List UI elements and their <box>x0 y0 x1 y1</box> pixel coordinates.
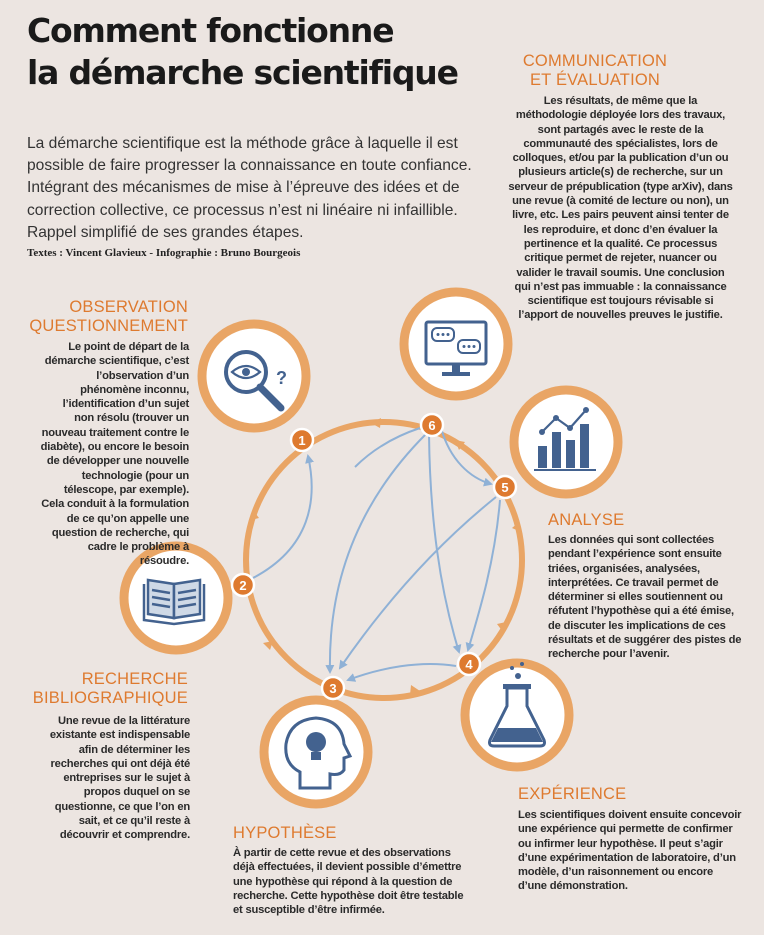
title-line-1: Comment fonctionne <box>27 11 394 50</box>
hypothese-body: À partir de cette revue et des observations déjà effectuées, il devient possible d’émettre une hypothèse qui répond à la question de recherche. Cette hypothèse doit être testable et susceptible d’être infirmée. <box>233 847 464 917</box>
communication-heading-line1: COMMUNICATION <box>522 52 668 70</box>
icon-experience <box>465 662 569 767</box>
step-marker-2 <box>232 574 254 596</box>
feedback-arrows <box>253 428 500 680</box>
svg-text:1: 1 <box>298 433 306 448</box>
title-line-2: la démarche scientifique <box>27 53 458 92</box>
svg-text:5: 5 <box>501 480 509 495</box>
intro-paragraph: La démarche scientifique est la méthode grâce à laquelle il est possible de faire progresser la connaissance en toute confiance. Intégrant des mécanismes de mise à l’épreuve des idées et de correction collective, ce processus n’est ni linéaire ni infaillible. Rappel simplifié de ses grandes étapes. <box>27 135 472 241</box>
observation-heading <box>20 298 188 336</box>
observation-body: Le point de départ de la démarche scientifique, c’est l’observation d’un phénomène inconnu, l’identification d’un sujet non résolu (trouver un nouveau traitement contre le diabète), ou encore le besoin de développer une nouvelle technologie (pour un télescope, par exemple). Cela conduit à la formulation de ce qu’on appelle une question de recherche, qui cadre le problème à résoudre. <box>40 341 189 568</box>
step-marker-4 <box>458 653 480 675</box>
svg-text:3: 3 <box>329 681 337 696</box>
analyse-body: Les données qui sont collectées pendant l’expérience sont ensuite triées, organisées, analysées, interprétées. Ce travail permet de déterminer si elles soutiennent ou réfutent l’hypothèse qui a été émise, de discuter les implications de ces résultats et de suggérer des pistes de recherche pour l’avenir. <box>548 534 742 661</box>
hypothese-heading: HYPOTHÈSE <box>233 824 337 842</box>
experience-body: Les scientifiques doivent ensuite concevoir une expérience qui permette de confirmer ou infirmer leur hypothèse. Il peut s’agir d’une expérimentation de laboratoire, d’un modèle, d’un raisonnement ou encore d’une démonstration. <box>518 809 742 893</box>
recherche-heading <box>20 670 188 708</box>
communication-body: Les résultats, de même que la méthodologie déployée lors des travaux, sont partagés avec le reste de la communauté des spécialistes, lors de colloques, et/ou par la publication d’un ou plusieurs article(s) de recherche, sur un serveur de prépublication (type arXiv), dans une revue (à comité de lecture ou non), un livre, etc. Les pairs peuvent ainsi tenter de les reproduire, et donc d’en évaluer la pertinence et la qualité. Ce processus critique permet de rejeter, nuancer ou valider le travail soumis. Une conclusion qui n’est pas immuable : la connaissance scientifique est toujours révisable si l’apport de nouvelles preuves le justifie. <box>508 95 733 322</box>
svg-text:2: 2 <box>239 578 247 593</box>
icon-hypothese <box>264 700 368 804</box>
icon-analyse <box>514 390 618 494</box>
recherche-heading-line1: RECHERCHE <box>81 670 188 688</box>
step-marker-6 <box>421 414 443 436</box>
icon-communication <box>404 292 508 396</box>
recherche-body: Une revue de la littérature existante est indispensable afin de déterminer les recherches qui ont déjà été entreprises sur le sujet à propos duquel on se questionne, ce que l’on en sait, et ce qu’il reste à découvrir et comprendre. <box>49 715 190 842</box>
cycle-ring <box>246 422 522 698</box>
credits: Textes : Vincent Glavieux - Infographie : Bruno Bourgeois <box>27 247 301 259</box>
icon-observation <box>202 324 306 428</box>
observation-heading-line1: OBSERVATION <box>69 298 188 316</box>
analyse-heading: ANALYSE <box>548 511 625 529</box>
svg-text:4: 4 <box>465 657 473 672</box>
experience-heading: EXPÉRIENCE <box>518 785 627 803</box>
svg-text:6: 6 <box>428 418 436 433</box>
observation-heading-line2: QUESTIONNEMENT <box>29 317 188 335</box>
step-marker-5 <box>494 476 516 498</box>
communication-heading-line2: ET ÉVALUATION <box>529 71 661 89</box>
step-marker-3 <box>322 677 344 699</box>
communication-heading <box>510 52 680 90</box>
svg-text:?: ? <box>276 368 287 388</box>
step-marker-1 <box>291 429 313 451</box>
recherche-heading-line2: BIBLIOGRAPHIQUE <box>32 689 188 707</box>
